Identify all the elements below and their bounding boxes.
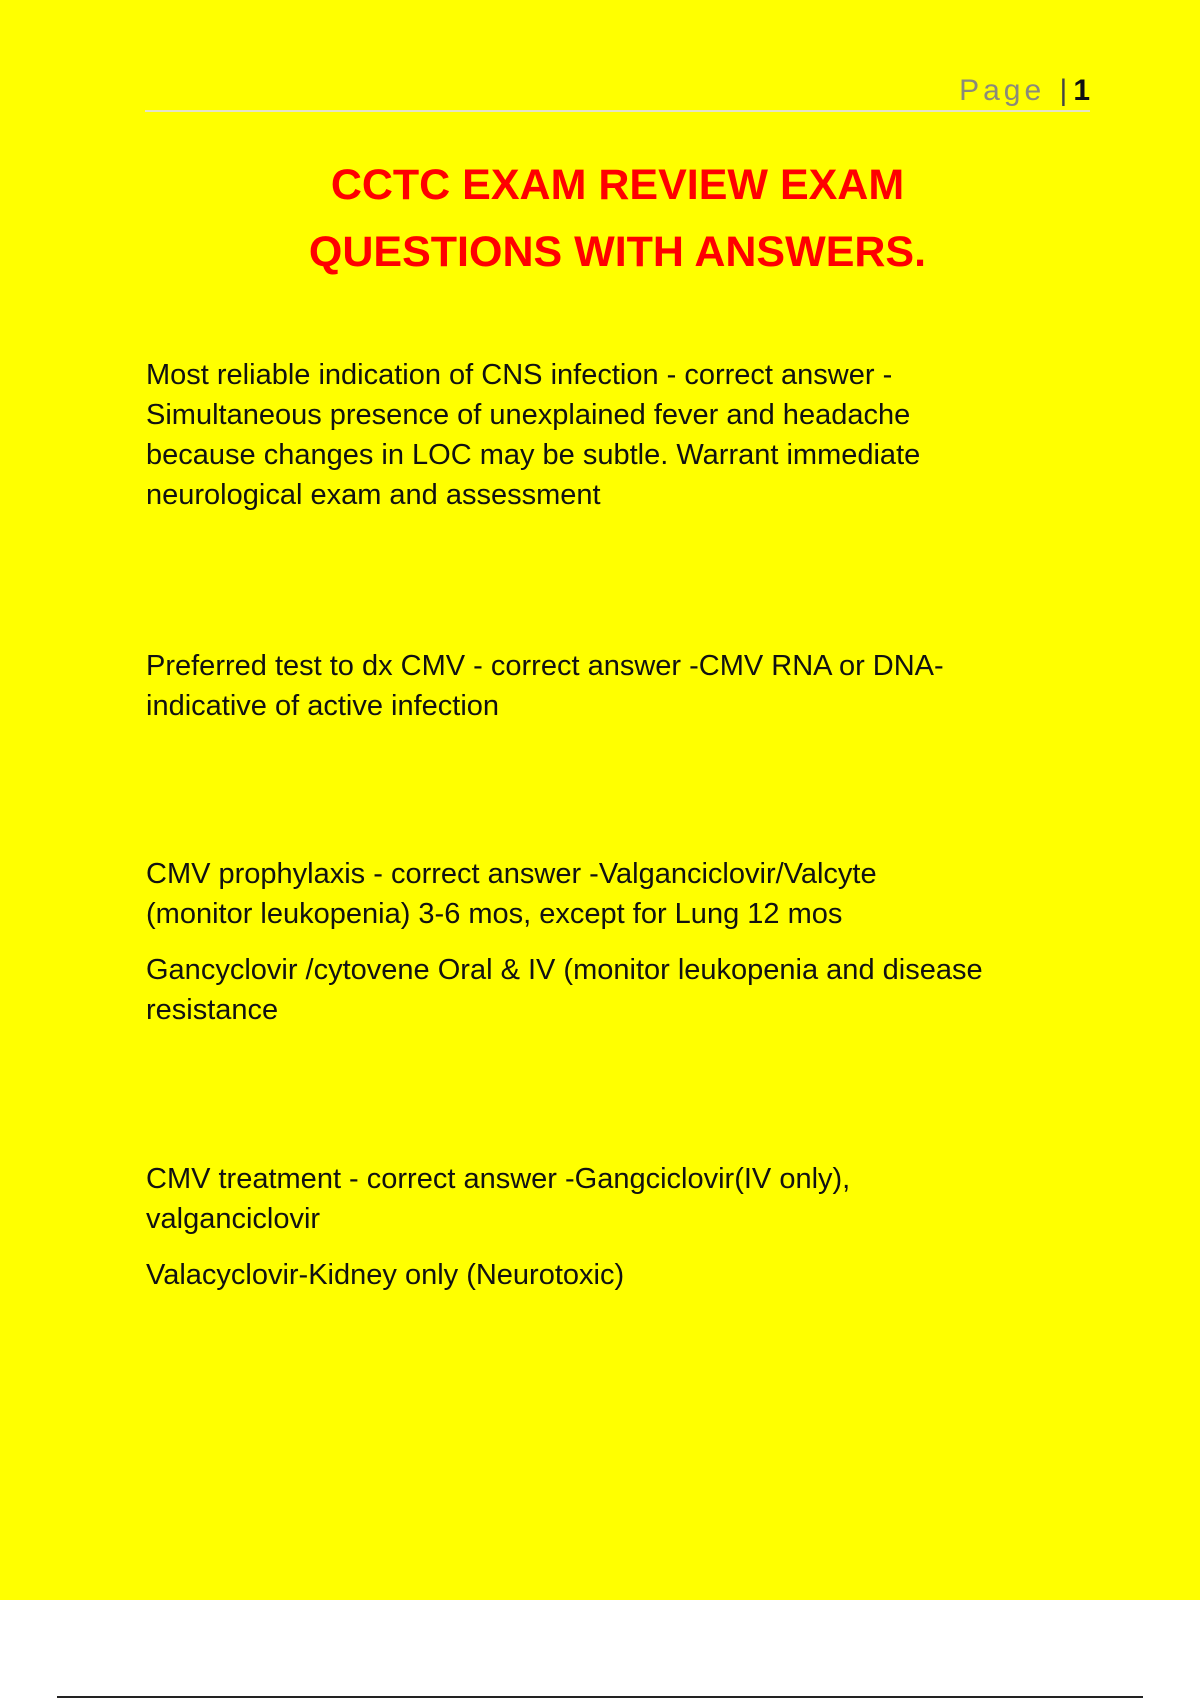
page-separator: | [1059,74,1068,107]
qa-block-cmv-test [146,646,1046,726]
qa-block-cns-infection [146,355,1026,515]
title-line-2: QUESTIONS WITH ANSWERS. [308,228,927,276]
qa-text: CMV prophylaxis - correct answer -Valganciclovir/Valcyte (monitor leukopenia) 3-6 mos, except for Lung 12 mos [146,858,877,930]
qa-text: Most reliable indication of CNS infection - correct answer - Simultaneous presence of unexplained fever and headache because changes in LOC may be subtle. Warrant immediate neurological exam and assessment [146,359,921,511]
footer-divider [57,1696,1143,1698]
qa-text: Preferred test to dx CMV - correct answer -CMV RNA or DNA- indicative of active infection [146,650,944,722]
qa-text: Gancyclovir /cytovene Oral & IV (monitor leukopenia and disease resistance [146,954,983,1026]
page-header [145,70,1090,112]
title-line-1: CCTC EXAM REVIEW EXAM [330,161,905,209]
page-number: 1 [1073,74,1090,107]
page-label: Page [959,74,1046,107]
qa-text: CMV treatment - correct answer -Gangciclovir(IV only), valganciclovir [146,1163,851,1235]
qa-block-cmv-prophylaxis [146,854,1096,1030]
qa-text: Valacyclovir-Kidney only (Neurotoxic) [146,1259,625,1291]
qa-block-cmv-treatment [146,1159,1096,1295]
header-divider [145,110,1090,112]
document-title [145,152,1090,286]
